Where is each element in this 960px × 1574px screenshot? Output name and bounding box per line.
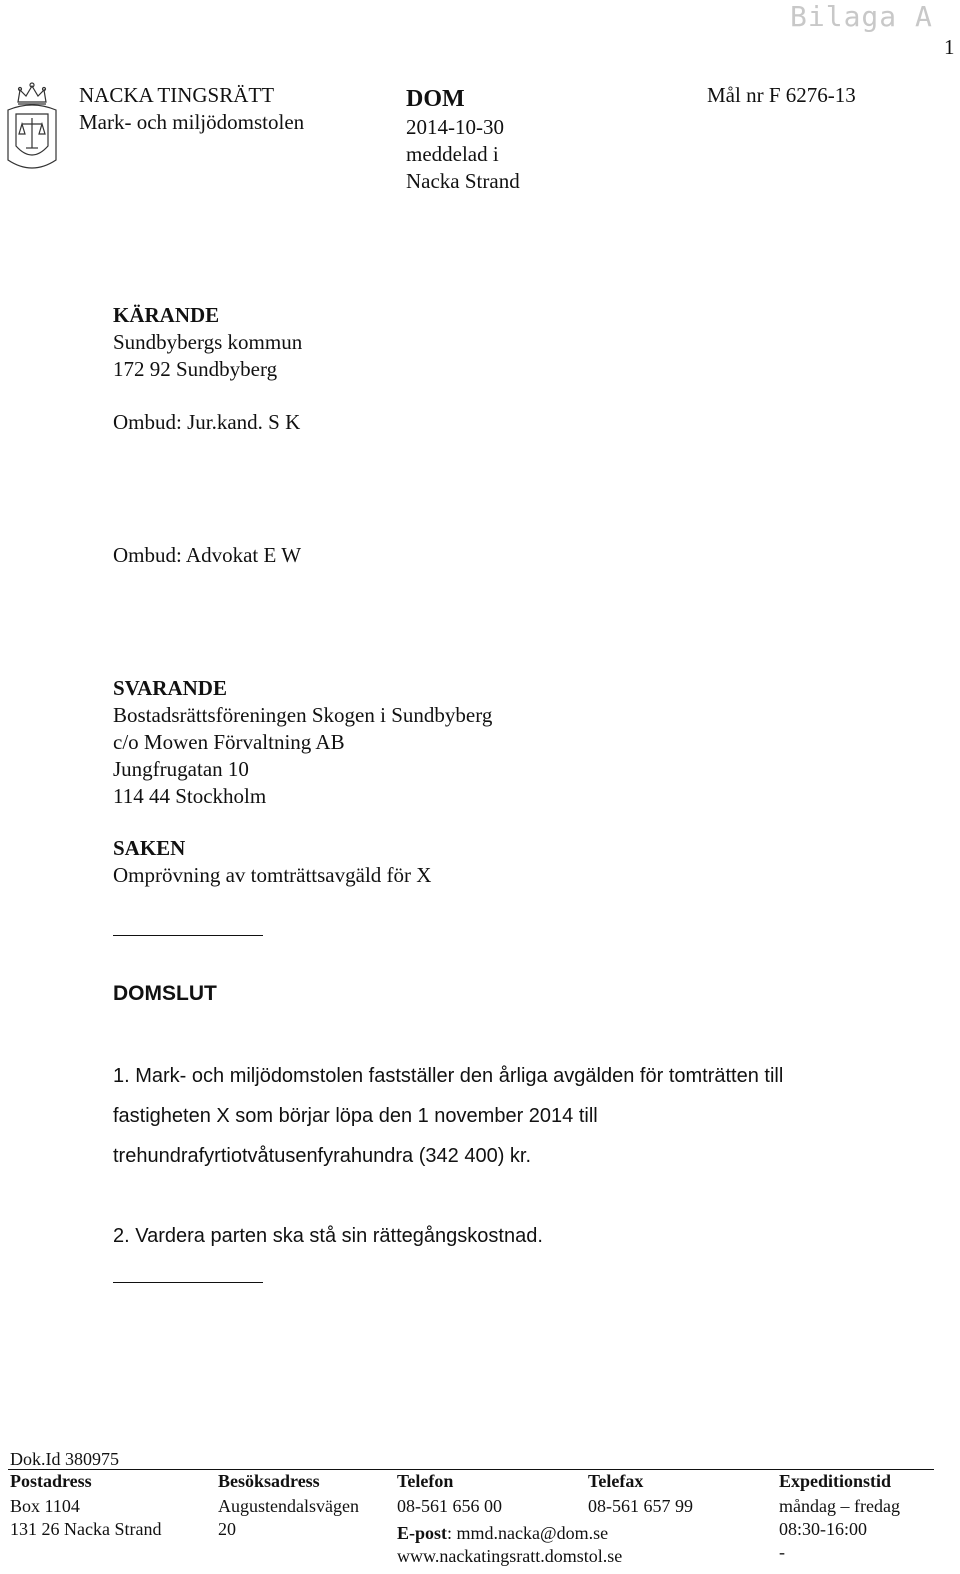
hours-label: Expeditionstid bbox=[779, 1471, 892, 1491]
postal-label: Postadress bbox=[10, 1471, 92, 1491]
divider-line-2 bbox=[113, 1282, 263, 1283]
issued-line-1: meddelad i bbox=[406, 142, 499, 166]
coat-of-arms-icon bbox=[4, 80, 60, 176]
bilaga-watermark: Bilaga A bbox=[790, 0, 933, 33]
verdict-item-1-line-3: trehundrafyrtiotvåtusenfyrahundra (342 400) kr. bbox=[113, 1145, 532, 1167]
matter-text: Omprövning av tomträttsavgäld för X bbox=[113, 863, 432, 887]
defendant-street: Jungfrugatan 10 bbox=[113, 757, 249, 781]
postal-line-2: 131 26 Nacka Strand bbox=[10, 1519, 162, 1539]
visiting-line-1: Augustendalsvägen bbox=[218, 1496, 359, 1516]
document-header bbox=[406, 84, 520, 195]
defendant-city: 114 44 Stockholm bbox=[113, 784, 267, 808]
footer-rule bbox=[8, 1469, 934, 1470]
email-value[interactable]: : mmd.nacka@dom.se bbox=[447, 1523, 609, 1543]
footer-fax bbox=[588, 1471, 693, 1518]
plaintiff-agent-2: Ombud: Advokat E W bbox=[113, 543, 302, 567]
footer-hours bbox=[779, 1471, 900, 1564]
plaintiff-heading: KÄRANDE bbox=[113, 303, 220, 327]
postal-line-1: Box 1104 bbox=[10, 1496, 80, 1516]
defendant-heading: SVARANDE bbox=[113, 676, 227, 700]
plaintiff-agent-1: Ombud: Jur.kand. S K bbox=[113, 410, 301, 434]
phone-value: 08-561 656 00 bbox=[397, 1496, 502, 1516]
plaintiff-name: Sundbybergs kommun bbox=[113, 330, 303, 354]
footer-visiting bbox=[218, 1471, 359, 1541]
fax-label: Telefax bbox=[588, 1471, 644, 1491]
email-label: E-post bbox=[397, 1523, 448, 1543]
defendant-co: c/o Mowen Förvaltning AB bbox=[113, 730, 345, 754]
matter-heading: SAKEN bbox=[113, 836, 186, 860]
court-division: Mark- och miljödomstolen bbox=[79, 110, 305, 134]
court-name: NACKA TINGSRÄTT bbox=[79, 83, 275, 107]
verdict-item-1-line-2: fastigheten X som börjar löpa den 1 november 2014 till bbox=[113, 1105, 598, 1127]
matter-section bbox=[113, 835, 431, 889]
hours-days: måndag – fredag bbox=[779, 1496, 900, 1516]
verdict-item-2: 2. Vardera parten ska stå sin rättegångskostnad. bbox=[113, 1225, 543, 1247]
verdict-item-1 bbox=[113, 1056, 783, 1176]
footer-postal bbox=[10, 1471, 161, 1541]
visiting-line-2: 20 bbox=[218, 1519, 236, 1539]
fax-value: 08-561 657 99 bbox=[588, 1496, 693, 1516]
document-type: DOM bbox=[406, 86, 465, 112]
defendant-section bbox=[113, 675, 492, 810]
plaintiff-section bbox=[113, 302, 302, 383]
case-number: Mål nr F 6276-13 bbox=[707, 83, 856, 107]
verdict-item-1-line-1: 1. Mark- och miljödomstolen fastställer den årliga avgälden för tomträtten till bbox=[113, 1065, 784, 1087]
visiting-label: Besöksadress bbox=[218, 1471, 320, 1491]
verdict-heading: DOMSLUT bbox=[113, 982, 217, 1005]
page-number: 1 bbox=[944, 35, 955, 59]
divider-line-1 bbox=[113, 935, 263, 936]
plaintiff-address: 172 92 Sundbyberg bbox=[113, 357, 278, 381]
hours-time: 08:30-16:00 bbox=[779, 1519, 867, 1539]
issued-line-2: Nacka Strand bbox=[406, 169, 520, 193]
document-id: Dok.Id 380975 bbox=[10, 1449, 119, 1469]
defendant-name: Bostadsrättsföreningen Skogen i Sundbyberg bbox=[113, 703, 493, 727]
website-link[interactable]: www.nackatingsratt.domstol.se bbox=[397, 1546, 623, 1566]
phone-label: Telefon bbox=[397, 1471, 454, 1491]
document-date: 2014-10-30 bbox=[406, 115, 504, 139]
court-header bbox=[79, 82, 304, 136]
hours-dash: - bbox=[779, 1542, 785, 1562]
